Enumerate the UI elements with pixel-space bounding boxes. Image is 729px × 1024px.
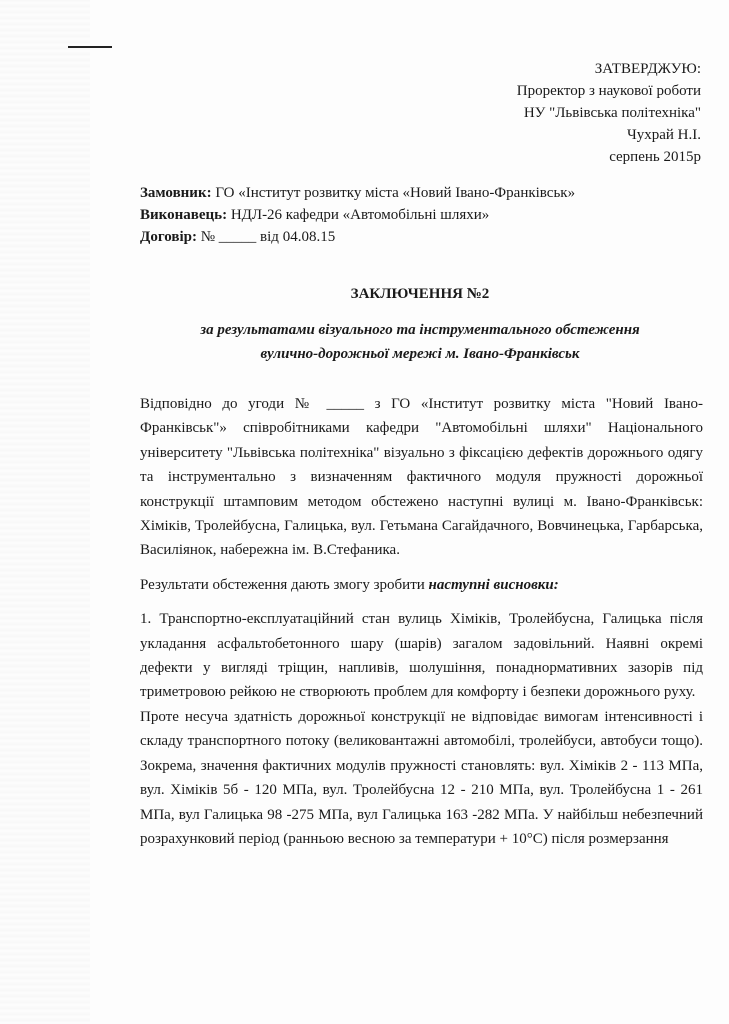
paragraph-conclusions-intro — [140, 573, 703, 597]
approval-block — [517, 58, 701, 168]
paragraph-agreement: Відповідно до угоди № _____ з ГО «Інститут розвитку міста "Новий Івано-Франківськ"» співробітниками кафедри "Автомобільні шляхи" Національного університету "Львівська політехніка" візуально з фіксацією дефектів дорожнього одягу та інструментально з визначенням фактичного модуля пружності дорожньої конструкції штамповим методом обстежено наступні вулиці м. Івано-Франківськ: Хіміків, Тролейбусна, Галицька, вул. Гетьмана Сагайдачного, Вовчинецька, Гарбарська, Василіянок, набережна ім. В.Стефаника. — [140, 396, 703, 559]
executor-row — [140, 204, 700, 226]
customer-label: Замовник: — [140, 185, 212, 201]
subtitle-line-2: вулично-дорожньої мережі м. Івано-Франківськ — [260, 346, 580, 362]
conclusions-intro-emphasis: наступні висновки: — [428, 576, 559, 593]
executor-label: Виконавець: — [140, 207, 228, 223]
contract-row — [140, 226, 700, 248]
contract-value: № _____ від 04.08.15 — [197, 229, 336, 245]
customer-value: ГО «Інститут розвитку міста «Новий Івано-Франківськ» — [211, 185, 576, 201]
paragraph-conclusion-1: 1. Транспортно-експлуатаційний стан вулиць Хіміків, Тролейбусна, Галицька після укладання асфальтобетонного шару (шарів) загалом задовільний. Наявні окремі дефекти у вигляді тріщин, напливів, шолушіння, понаднормативних зазорів під триметровою рейкою не створюють проблем для комфорту і безпеки дорожнього руху. — [140, 611, 703, 701]
paragraph-bearing-capacity: Проте несуча здатність дорожньої конструкції не відповідає вимогам інтенсивності і складу транспортного потоку (великовантажні автомобілі, тролейбуси, автобуси тощо). Зокрема, значення фактичних модулів пружності становлять: вул. Хіміків 2 - 113 МПа, вул. Хіміків 5б - 120 МПа, вул. Тролейбусна 12 - 210 МПа, вул. Тролейбусна 1 - 261 МПа, вул Галицька 98 -275 МПа, вул Галицька 163 -282 МПа. У найбільш небезпечний розрахунковий період (ранньою весною за температури + 10°С) після розмерзання — [140, 708, 703, 847]
customer-row — [140, 182, 700, 204]
contract-label: Договір: — [140, 229, 197, 245]
subtitle-line-1: за результатами візуального та інструментального обстеження — [200, 322, 640, 338]
approval-organization: НУ "Львівська політехніка" — [523, 105, 701, 121]
document-body — [140, 392, 703, 861]
document-title: ЗАКЛЮЧЕННЯ №2 — [350, 286, 490, 302]
document-subtitle — [140, 318, 700, 366]
scan-edge-shading — [0, 0, 90, 1024]
executor-value: НДЛ-26 кафедри «Автомобільні шляхи» — [227, 207, 490, 223]
approval-position: Проректор з наукової роботи — [516, 83, 701, 99]
approval-date: серпень 2015р — [609, 149, 701, 165]
conclusions-intro-text: Результати обстеження дають змогу зробити — [140, 576, 429, 593]
approval-heading: ЗАТВЕРДЖУЮ: — [594, 61, 701, 77]
parties-block — [140, 182, 700, 248]
approval-name: Чухрай Н.І. — [626, 127, 701, 143]
corner-stroke-mark — [68, 46, 112, 48]
